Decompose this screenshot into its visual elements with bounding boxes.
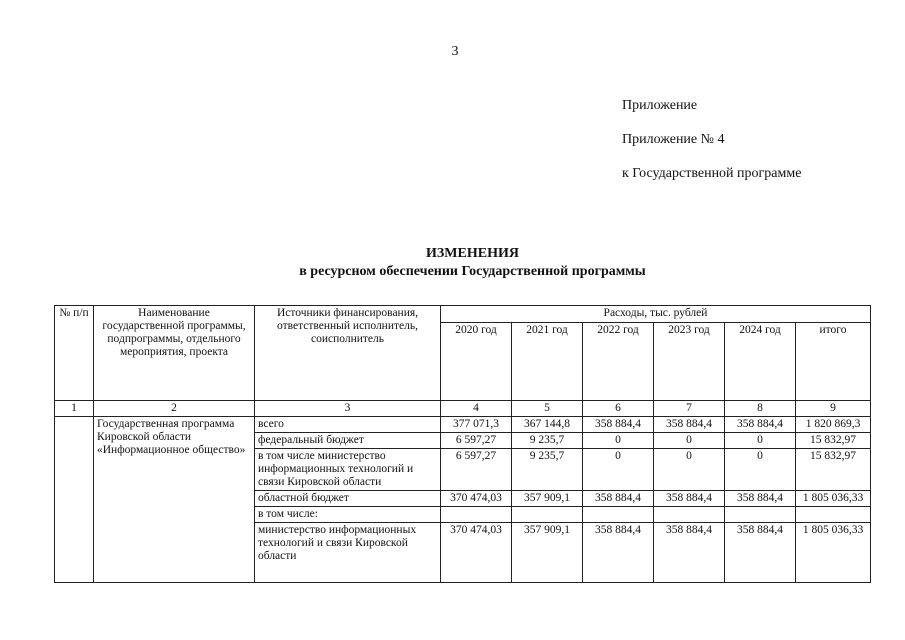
value-cell: 15 832,97 [796,433,871,449]
header-year-2022: 2022 год [583,323,654,401]
value-cell: 0 [654,433,725,449]
value-cell: 358 884,4 [583,523,654,583]
appendix-line-1: Приложение [622,98,698,113]
page-number: 3 [451,44,459,59]
value-cell: 0 [583,433,654,449]
col-number: 6 [583,401,654,417]
value-cell [725,507,796,523]
value-cell: 0 [725,433,796,449]
document-title: ИЗМЕНЕНИЯ [426,246,519,261]
value-cell: 358 884,4 [725,491,796,507]
document-subtitle: в ресурсном обеспечении Государственной программы [299,264,646,279]
header-num: № п/п [55,306,94,401]
source-cell: областной бюджет [255,491,441,507]
source-cell: в том числе: [255,507,441,523]
header-year-2020: 2020 год [441,323,512,401]
value-cell: 358 884,4 [583,491,654,507]
value-cell: 9 235,7 [512,449,583,491]
col-number: 4 [441,401,512,417]
header-year-2024: 2024 год [725,323,796,401]
source-cell: министерство информационных технологий и связи Кировской области [255,523,441,583]
value-cell [512,507,583,523]
col-number: 3 [255,401,441,417]
col-number: 7 [654,401,725,417]
value-cell: 357 909,1 [512,523,583,583]
value-cell: 358 884,4 [583,417,654,433]
header-expenses: Расходы, тыс. рублей [441,306,871,323]
table-row [55,417,871,433]
value-cell: 0 [583,449,654,491]
value-cell: 1 805 036,33 [796,491,871,507]
header-name: Наименование государственной программы, подпрограммы, отдельного мероприятия, проекта [94,306,255,401]
value-cell [796,507,871,523]
value-cell: 358 884,4 [725,417,796,433]
value-cell: 377 071,3 [441,417,512,433]
value-cell: 358 884,4 [654,523,725,583]
appendix-line-2: Приложение № 4 [622,132,725,147]
value-cell: 15 832,97 [796,449,871,491]
value-cell: 6 597,27 [441,449,512,491]
col-number: 8 [725,401,796,417]
value-cell: 9 235,7 [512,433,583,449]
value-cell [654,507,725,523]
header-source: Источники финансирования, ответственный исполнитель, соисполнитель [255,306,441,401]
program-name: Государственная программа Кировской области «Информационное общество» [94,417,255,583]
value-cell: 367 144,8 [512,417,583,433]
col-number: 9 [796,401,871,417]
column-number-row [55,401,871,417]
value-cell: 370 474,03 [441,523,512,583]
row-num-cell [55,417,94,583]
value-cell: 357 909,1 [512,491,583,507]
source-cell: федеральный бюджет [255,433,441,449]
value-cell: 358 884,4 [654,491,725,507]
value-cell [441,507,512,523]
header-year-2021: 2021 год [512,323,583,401]
source-cell: всего [255,417,441,433]
header-total: итого [796,323,871,401]
appendix-line-3: к Государственной программе [622,166,802,181]
col-number: 2 [94,401,255,417]
col-number: 1 [55,401,94,417]
header-year-2023: 2023 год [654,323,725,401]
value-cell [583,507,654,523]
value-cell: 358 884,4 [725,523,796,583]
source-cell: в том числе министерство информационных технологий и связи Кировской области [255,449,441,491]
col-number: 5 [512,401,583,417]
value-cell: 0 [654,449,725,491]
value-cell: 6 597,27 [441,433,512,449]
value-cell: 0 [725,449,796,491]
value-cell: 370 474,03 [441,491,512,507]
resources-table [54,305,871,583]
value-cell: 358 884,4 [654,417,725,433]
value-cell: 1 805 036,33 [796,523,871,583]
value-cell: 1 820 869,3 [796,417,871,433]
